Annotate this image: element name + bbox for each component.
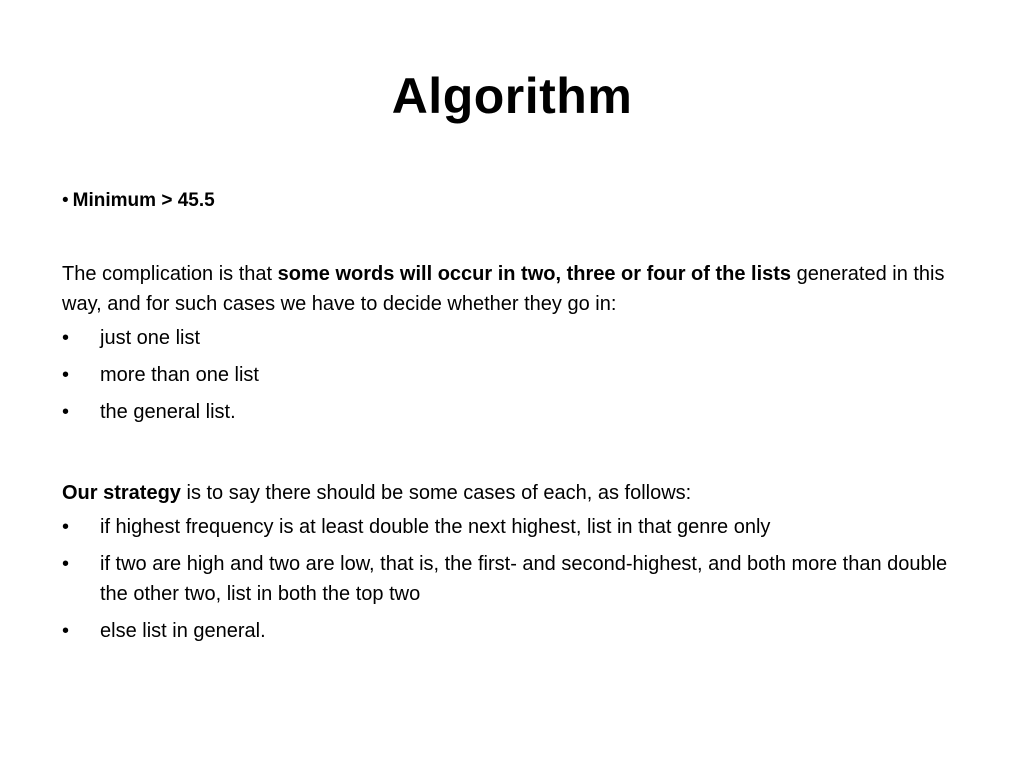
list-item <box>62 549 962 609</box>
intro-pre: The complication is that <box>62 263 278 285</box>
slide-title: Algorithm <box>391 68 633 124</box>
bullet-marker: • <box>62 553 70 575</box>
rules-list <box>62 512 962 646</box>
list-item <box>62 323 962 353</box>
strategy-bold: Our strategy <box>62 482 181 504</box>
intro-bold: some words will occur in two, three or four of the lists <box>277 263 792 285</box>
intro-paragraph <box>62 259 962 319</box>
slide-body <box>62 186 962 653</box>
rule-text: else list in general. <box>100 620 266 642</box>
minimum-text: Minimum > 45.5 <box>72 190 215 211</box>
list-item <box>62 616 962 646</box>
bullet-marker: • <box>62 190 69 211</box>
intro-post: generated in this way, and for such cases we have to decide whether they go in: <box>62 263 945 315</box>
minimum-bullet <box>62 186 962 216</box>
rule-text: if highest frequency is at least double the next highest, list in that genre only <box>100 516 771 538</box>
strategy-post: is to say there should be some cases of each, as follows: <box>180 482 692 504</box>
option-text: more than one list <box>100 364 259 386</box>
list-item <box>62 397 962 427</box>
bullet-marker: • <box>62 364 70 386</box>
rule-text: if two are high and two are low, that is, the first- and second-highest, and both more than double the other two, list in both the top two <box>100 553 948 605</box>
option-text: just one list <box>100 327 201 349</box>
list-item <box>62 512 962 542</box>
bullet-marker: • <box>62 516 70 538</box>
strategy-paragraph <box>62 478 962 508</box>
options-list <box>62 323 962 427</box>
bullet-marker: • <box>62 327 70 349</box>
bullet-marker: • <box>62 401 70 423</box>
list-item <box>62 360 962 390</box>
bullet-marker: • <box>62 620 70 642</box>
option-text: the general list. <box>100 401 236 423</box>
